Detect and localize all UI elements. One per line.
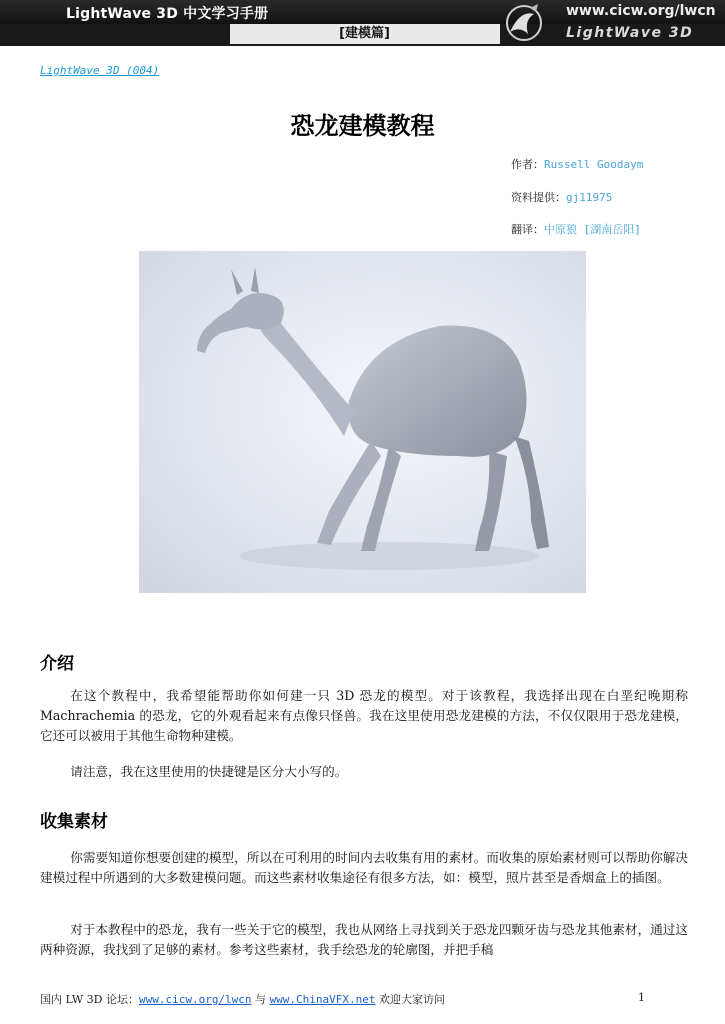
footer-link-cicw[interactable]: www.cicw.org/lwcn (138, 993, 252, 1006)
banner-brand: LightWave 3D (566, 25, 694, 41)
banner-title: LightWave 3D 中文学习手册 (66, 6, 269, 22)
credit-value: 中原狼 [湖南岳阳] (544, 223, 641, 236)
banner-section-label: [建模篇] (230, 24, 500, 44)
credit-label: 翻译： (511, 223, 544, 236)
dinosaur-render-image (139, 251, 586, 593)
series-link[interactable]: LightWave 3D (004) (40, 64, 160, 77)
section-heading-materials: 收集素材 (40, 812, 108, 832)
credit-value: gj11975 (566, 191, 613, 204)
footer-prefix: 国内 LW 3D 论坛： (40, 993, 139, 1006)
credit-value: Russell Goodaym (544, 158, 644, 171)
paragraph: 你需要知道你想要创建的模型，所以在可利用的时间内去收集有用的素材。而收集的原始素材则可以帮助你解决建模过程中所遇到的大多数建模问题。而这些素材收集途径有很多方法，如：模型，照片甚至是香烟盒上的插图。 (40, 850, 688, 885)
paragraph: 请注意，我在这里使用的快捷键是区分大小写的。 (70, 764, 348, 779)
paragraph: 对于本教程中的恐龙，我有一些关于它的模型，我也从网络上寻找到关于恐龙四颗牙齿与恐龙其他素材，通过这两种资源，我找到了足够的素材。参考这些素材，我手绘恐龙的轮廓图，并把手稿 (40, 922, 688, 957)
credit-translator (511, 221, 641, 237)
lightwave-logo-icon (500, 2, 548, 44)
credit-provider (511, 189, 612, 205)
paragraph: 在这个教程中，我希望能帮助你如何建一只 3D 恐龙的模型。对于该教程，我选择出现在白垩纪晚期称 Machrachemia 的恐龙，它的外观看起来有点像只怪兽。我在这里使用恐龙建模的方法，不仅仅限用于恐龙建模，它还可以被用于其他生命物种建模。 (40, 688, 688, 743)
dinosaur-illustration (139, 251, 586, 593)
footer-link-chinavfx[interactable]: www.ChinaVFX.net (269, 993, 376, 1006)
header-banner (0, 0, 725, 46)
page-number: 1 (638, 991, 645, 1004)
credit-label: 资料提供： (511, 191, 566, 204)
credit-author (511, 156, 643, 172)
section-heading-intro: 介绍 (40, 654, 74, 674)
page-title: 恐龙建模教程 (290, 112, 435, 140)
footer-suffix: 欢迎大家访问 (375, 993, 446, 1006)
credit-label: 作者： (511, 158, 544, 171)
banner-site-url: www.cicw.org/lwcn (566, 3, 716, 19)
footer-middle: 与 (251, 993, 270, 1006)
page-footer (40, 991, 648, 1007)
